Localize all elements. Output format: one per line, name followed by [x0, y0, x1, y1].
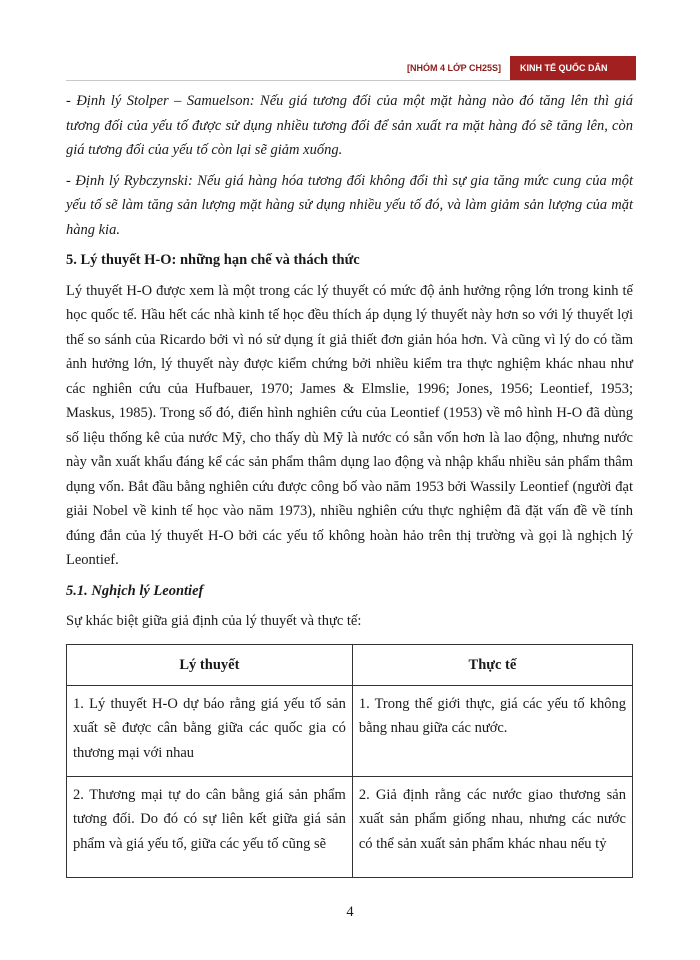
table-row — [67, 685, 633, 776]
document-body — [66, 89, 633, 878]
section-5-heading: 5. Lý thuyết H-O: những hạn chế và thách thức — [66, 252, 360, 268]
rybczynski-paragraph: - Định lý Rybczynski: Nếu giá hàng hóa tương đối không đổi thì sự gia tăng mức cung của một yếu tố sẽ làm tăng sản lượng mặt hàng sử dụng nhiều yếu tố đó, và làm giảm sản lượng của mặt hàng kia. — [66, 172, 633, 238]
section-5-1-heading: 5.1. Nghịch lý Leontief — [66, 582, 204, 599]
table-cell-theory: 2. Thương mại tự do cân bằng giá sản phẩm tương đối. Do đó có sự liên kết giữa giá sản phẩm và giá yếu tố, giữa các yếu tố cũng sẽ — [67, 776, 353, 877]
header-group-label: [NHÓM 4 LỚP CH25S] — [406, 63, 501, 73]
page-number: 4 — [346, 904, 354, 920]
header-group — [398, 56, 636, 80]
stolper-samuelson-paragraph: - Định lý Stolper – Samuelson: Nếu giá tương đối của một mặt hàng nào đó tăng lên thì giá tương đối của yếu tố được sử dụng nhiều tương đối để sản xuất ra mặt hàng đó sẽ tăng lên, còn giá tương đối của yếu tố còn lại sẽ giảm xuống. — [66, 93, 633, 158]
table-cell-reality: 2. Giả định rằng các nước giao thương sản xuất sản phẩm giống nhau, nhưng các nước có thể sản xuất sản phẩm khác nhau nếu tỷ — [352, 776, 632, 877]
table-intro: Sự khác biệt giữa giả định của lý thuyết và thực tế: — [66, 613, 362, 629]
section-5-paragraph: Lý thuyết H-O được xem là một trong các lý thuyết có mức độ ảnh hưởng rộng lớn trong kinh tế học quốc tế. Hầu hết các nhà kinh tế học đều thích áp dụng lý thuyết này hơn so với lý thuyết lợi thế so sánh của Ricardo bởi vì nó sử dụng ít giả thiết đơn giản hóa hơn. Và cũng vì lý do có tầm ảnh hưởng lớn, lý thuyết này được kiểm chứng bởi nhiều kiểm tra thực nghiệm khác nhau như các nghiên cứu của Hufbauer, 1970; James & Elmslie, 1996; Jones, 1956; Leontief, 1953; Maskus, 1985). Trong số đó, điển hình nghiên cứu của Leontief (1953) về mô hình H-O đã dùng số liệu thống kê của nước Mỹ, cho thấy dù Mỹ là nước có sẵn vốn hơn là lao động, nhưng nước này vẫn xuất khẩu đáng kể các sản phẩm thâm dụng lao động và nhập khẩu nhiều sản phẩm thâm dụng vốn. Bắt đầu bằng nghiên cứu được công bố vào năm 1953 bởi Wassily Leontief (người đạt giải Nobel về kinh tế học vào năm 1973), nhiều nghiên cứu thực nghiệm đã đặt vấn đề về tính đúng đắn của lý thuyết H-O bởi các yếu tố không hoàn hảo trên thị trường và gọi là nghịch lý Leontief. — [66, 282, 633, 568]
table-header-row — [67, 644, 633, 685]
table-header-reality: Thực tế — [352, 644, 632, 685]
table-header-theory: Lý thuyết — [67, 644, 353, 685]
table-cell-theory: 1. Lý thuyết H-O dự báo rằng giá yếu tố sản xuất sẽ được cân bằng giữa các quốc gia có thương mại với nhau — [67, 685, 353, 776]
comparison-table — [66, 644, 633, 878]
header-school-label: KINH TẾ QUỐC DÂN — [510, 56, 636, 80]
table-cell-reality: 1. Trong thế giới thực, giá các yếu tố không bằng nhau giữa các nước. — [352, 685, 632, 776]
table-row — [67, 776, 633, 877]
page-header — [66, 56, 636, 81]
